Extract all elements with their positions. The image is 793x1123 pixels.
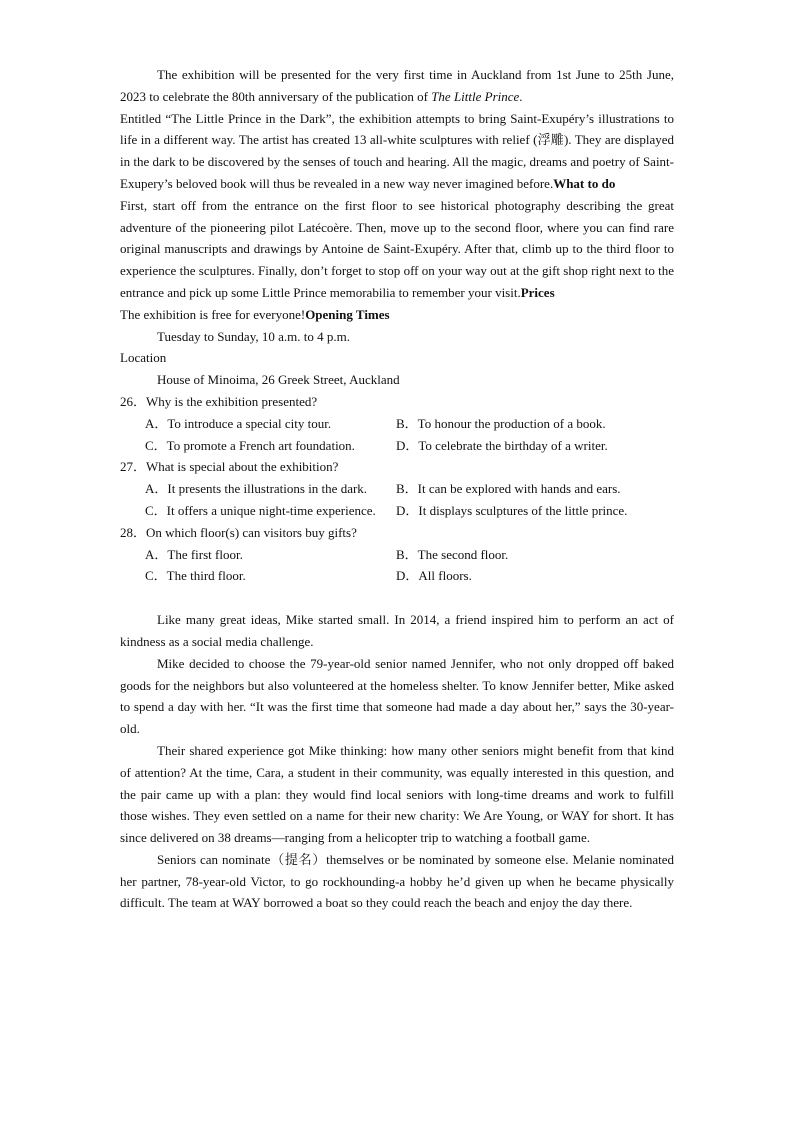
- question-stem: 26．Why is the exhibition presented?: [120, 393, 318, 409]
- passage2-paragraph-2: Mike decided to choose the 79-year-old senior named Jennifer, who not only dropped off baked goods for the neighbors but also volunteered at the homeless shelter. To know Jennifer better, Mike asked to spend a day with her. “It was the first time that someone had made a day about her,” says the 30-year-old.: [120, 655, 674, 737]
- document-page: [120, 64, 674, 914]
- option-c: C．To promote a French art foundation.: [145, 437, 355, 453]
- question-28: [120, 522, 674, 587]
- option-a: A．To introduce a special city tour.: [145, 415, 332, 431]
- passage2-paragraph-4: Seniors can nominate（提名）themselves or be nominated by someone else. Melanie nominated her partner, 78-year-old Victor, to go rockhounding-a hobby he’d given up when he became physically difficult. The team at WAY borrowed a boat so they could reach the beach and enjoy the day there.: [120, 851, 674, 911]
- question-stem: 28．On which floor(s) can visitors buy gifts?: [120, 524, 357, 540]
- question-26: [120, 391, 674, 456]
- passage1-paragraph-2: Entitled “The Little Prince in the Dark”, the exhibition attempts to bring Saint-Exupéry’s illustrations to life in a different way. The artist has created 13 all-white sculptures with relief (浮雕). They are displayed in the dark to be discovered by the senses of touch and hearing. All the magic, dreams and poetry of Saint-Exupery’s beloved book will thus be revealed in a new way never imagined before.What to do: [120, 110, 674, 191]
- question-stem: 27．What is special about the exhibition?: [120, 459, 339, 475]
- passage1-paragraph-3: First, start off from the entrance on the first floor to see historical photography describing the great adventure of the pioneering pilot Latécoère. Then, move up to the second floor, where you can find rare original manuscripts and drawings by Antoine de Saint-Exupéry. After that, climb up to the third floor to experience the sculptures. Finally, don’t forget to stop off on your way out at the gift shop right next to the entrance and pick up some Little Prince memorabilia to remember your visit.Prices: [120, 197, 674, 300]
- opening-times-text: Tuesday to Sunday, 10 a.m. to 4 p.m.: [157, 328, 350, 344]
- option-c: C．It offers a unique night-time experience.: [145, 502, 376, 518]
- prices-line: The exhibition is free for everyone!Opening Times: [120, 306, 390, 322]
- option-b: B．It can be explored with hands and ears.: [396, 481, 621, 497]
- option-d: D．All floors.: [396, 568, 472, 584]
- option-d: D．To celebrate the birthday of a writer.: [396, 437, 608, 453]
- option-b: B．To honour the production of a book.: [396, 415, 606, 431]
- section-spacer: [120, 587, 674, 609]
- book-title: The Little Prince: [431, 88, 520, 104]
- option-c: C．The third floor.: [145, 568, 246, 584]
- option-a: A．The first floor.: [145, 546, 243, 562]
- passage1-paragraph-1: The exhibition will be presented for the very first time in Auckland from 1st June to 25th June, 2023 to celebrate the 80th anniversary of the publication of The Little Prince.: [120, 67, 674, 104]
- option-d: D．It displays sculptures of the little prince.: [396, 502, 628, 518]
- passage2-paragraph-1: Like many great ideas, Mike started small. In 2014, a friend inspired him to perform an act of kindness as a social media challenge.: [120, 612, 674, 649]
- question-27: [120, 456, 674, 521]
- passage2-paragraph-3: Their shared experience got Mike thinking: how many other seniors might benefit from that kind of attention? At the time, Cara, a student in their community, was equally interested in this question, and the pair came up with a plan: they would find local seniors with long-time dreams and work to fulfill those wishes. They even settled on a name for their new charity: We Are Young, or WAY for short. It has since delivered on 38 dreams—ranging from a helicopter trip to watching a football game.: [120, 742, 674, 846]
- option-a: A．It presents the illustrations in the dark.: [145, 481, 368, 497]
- heading-location: Location: [120, 350, 167, 366]
- option-b: B．The second floor.: [396, 546, 509, 562]
- heading-prices: Prices: [520, 284, 555, 300]
- location-text: House of Minoima, 26 Greek Street, Auckland: [157, 372, 400, 388]
- heading-what-to-do: What to do: [553, 175, 616, 191]
- heading-opening-times: Opening Times: [305, 306, 390, 322]
